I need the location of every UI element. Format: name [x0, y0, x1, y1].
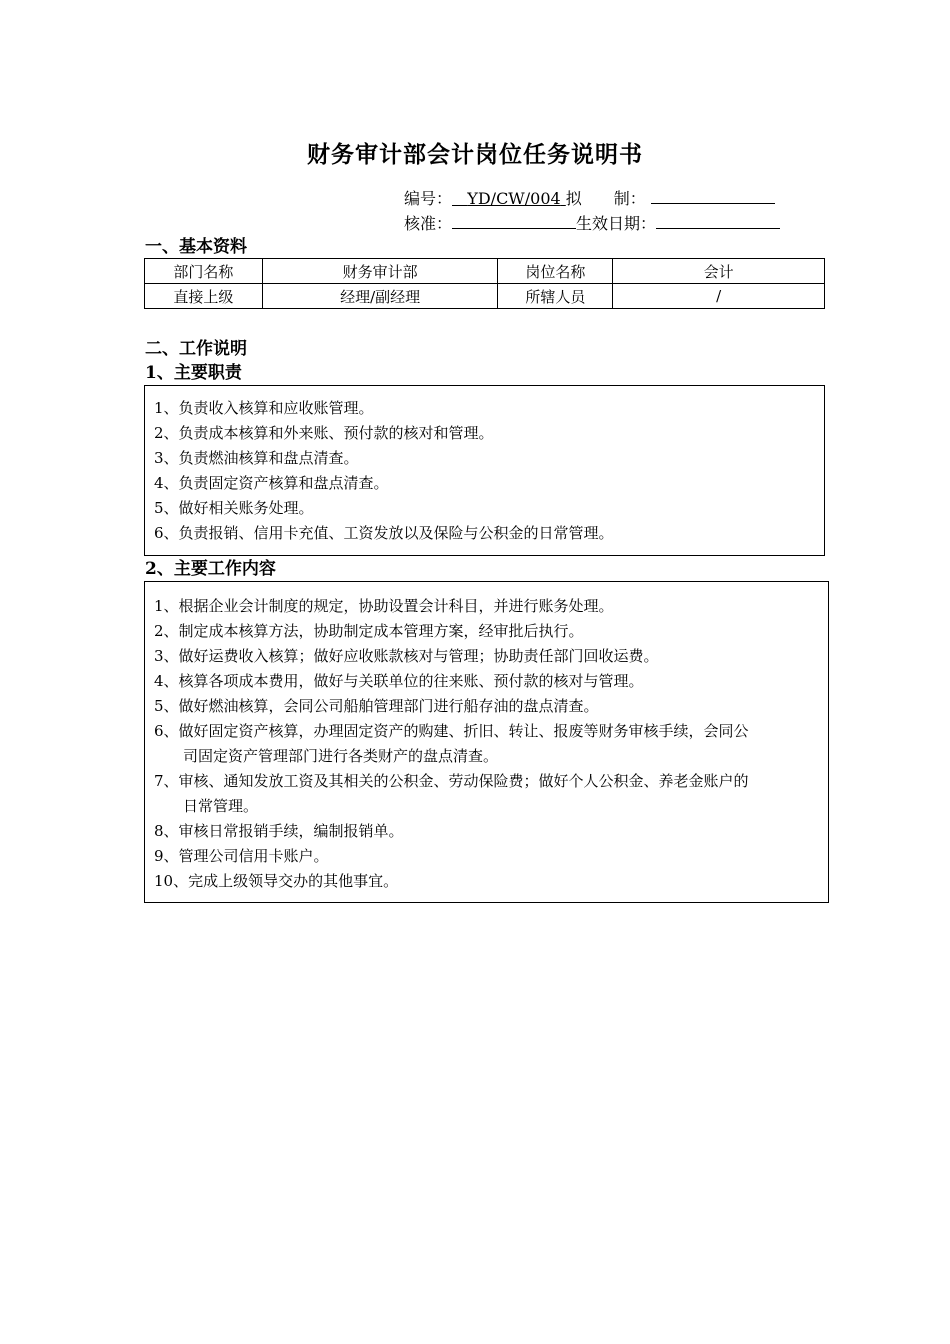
table-cell: / — [613, 284, 825, 309]
list-item-continuation: 司固定资产管理部门进行各类财产的盘点清查。 — [183, 747, 499, 765]
table-row — [145, 259, 825, 284]
list-item: 4、负责固定资产核算和盘点清查。 — [154, 474, 389, 492]
list-item: 10、完成上级领导交办的其他事宜。 — [154, 872, 399, 890]
document-title: 财务审计部会计岗位任务说明书 — [307, 141, 643, 168]
approver-label: 核准： — [404, 214, 453, 233]
list-item: 5、做好相关账务处理。 — [154, 499, 314, 517]
table-cell: 所辖人员 — [498, 284, 613, 309]
basic-info-table — [144, 258, 825, 309]
table-cell: 部门名称 — [145, 259, 263, 284]
table-cell: 会计 — [613, 259, 825, 284]
list-item: 1、根据企业会计制度的规定，协助设置会计科目，并进行账务处理。 — [154, 597, 614, 615]
section-basic-heading: 一、基本资料 — [145, 237, 247, 257]
drafter-blank — [651, 186, 775, 204]
table-cell: 经理/副经理 — [262, 284, 498, 309]
list-item: 2、负责成本核算和外来账、预付款的核对和管理。 — [154, 424, 494, 442]
list-item: 1、负责收入核算和应收账管理。 — [154, 399, 374, 417]
list-item: 5、做好燃油核算，会同公司船舶管理部门进行船存油的盘点清查。 — [154, 697, 599, 715]
table-cell: 直接上级 — [145, 284, 263, 309]
section-work-heading: 二、工作说明 — [145, 339, 247, 359]
effective-date-label: 生效日期： — [576, 214, 657, 233]
approver-blank — [452, 211, 576, 229]
list-item: 9、管理公司信用卡账户。 — [154, 847, 329, 865]
list-item: 2、制定成本核算方法，协助制定成本管理方案，经审批后执行。 — [154, 622, 584, 640]
list-item: 6、负责报销、信用卡充值、工资发放以及保险与公积金的日常管理。 — [154, 524, 614, 542]
list-item: 3、负责燃油核算和盘点清查。 — [154, 449, 359, 467]
duties-box — [144, 385, 825, 556]
code-label: 编号： — [404, 189, 453, 208]
effective-date-blank — [656, 211, 780, 229]
table-cell: 岗位名称 — [498, 259, 613, 284]
code-value: YD/CW/004 — [467, 189, 561, 208]
table-cell: 财务审计部 — [262, 259, 498, 284]
work-content-heading: 2、主要工作内容 — [145, 559, 276, 579]
table-row — [145, 284, 825, 309]
list-item: 7、审核、通知发放工资及其相关的公积金、劳动保险费；做好个人公积金、养老金账户的 — [154, 772, 749, 790]
drafter-label: 拟 制： — [565, 189, 646, 208]
meta-row-code — [404, 186, 775, 210]
list-item: 4、核算各项成本费用，做好与关联单位的往来账、预付款的核对与管理。 — [154, 672, 644, 690]
duties-heading: 1、主要职责 — [145, 363, 242, 383]
list-item-continuation: 日常管理。 — [183, 797, 259, 815]
list-item: 6、做好固定资产核算，办理固定资产的购建、折旧、转让、报废等财务审核手续，会同公 — [154, 722, 749, 740]
work-content-box — [144, 581, 829, 903]
meta-row-approve — [404, 211, 780, 235]
list-item: 3、做好运费收入核算；做好应收账款核对与管理；协助责任部门回收运费。 — [154, 647, 659, 665]
list-item: 8、审核日常报销手续，编制报销单。 — [154, 822, 404, 840]
